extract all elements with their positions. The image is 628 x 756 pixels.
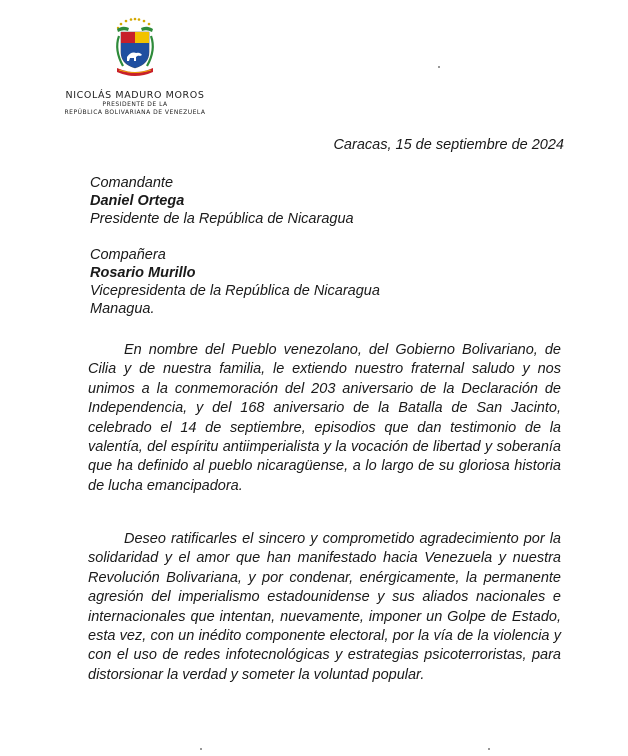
letterhead <box>40 16 230 117</box>
recipient2-salutation: Compañera <box>90 247 166 263</box>
date-line: Caracas, 15 de septiembre de 2024 <box>333 137 564 153</box>
coat-of-arms-icon <box>109 16 161 82</box>
recipient2-city: Managua. <box>90 301 155 317</box>
recipient2-name: Rosario Murillo <box>90 265 196 281</box>
letterhead-title-line1: PRESIDENTE DE LA <box>102 101 168 108</box>
letterhead-name: NICOLÁS MADURO MOROS <box>65 90 205 101</box>
scan-speck <box>488 748 490 750</box>
letterhead-title-line2: REPÚBLICA BOLIVARIANA DE VENEZUELA <box>64 109 206 116</box>
recipient2-title: Vicepresidenta de la República de Nicaragua <box>90 283 380 299</box>
recipient1-title: Presidente de la República de Nicaragua <box>90 211 354 227</box>
body-paragraph-1: En nombre del Pueblo venezolano, del Gobierno Bolivariano, de Cilia y de nuestra familia, le extiendo nuestro fraternal saludo y nos unimos a la conmemoración del 203 aniversario de la Declaración de Independencia, y del 168 aniversario de la Batalla de San Jacinto, celebrado el 14 de septiembre, episodios que dan testimonio de la valentía, del espíritu antiimperialista y la vocación de libertad y soberanía que ha definido al pueblo nicaragüense, a lo largo de su gloriosa historia de lucha emancipadora. <box>88 342 561 494</box>
recipient1-salutation: Comandante <box>90 175 174 191</box>
scan-speck <box>438 66 440 68</box>
recipient-block-2 <box>90 246 380 318</box>
body-paragraph-2: Deseo ratificarles el sincero y comprometido agradecimiento por la solidaridad y el amor que han manifestado hacia Venezuela y nuestra Revolución Bolivariana, y por condenar, enérgicamente, la permanente agresión del imperialismo estadounidense y sus aliados nacionales e internacionales que intentan, nuevamente, imponer un Golpe de Estado, esta vez, con un inédito componente electoral, por la vía de la violencia y con el uso de redes infotecnológicas y estrategias psicoterroristas, para distorsionar la verdad y someter la voluntad popular. <box>88 531 561 683</box>
recipient1-name: Daniel Ortega <box>90 193 185 209</box>
scan-speck <box>200 748 202 750</box>
recipient-block-1 <box>90 174 354 228</box>
